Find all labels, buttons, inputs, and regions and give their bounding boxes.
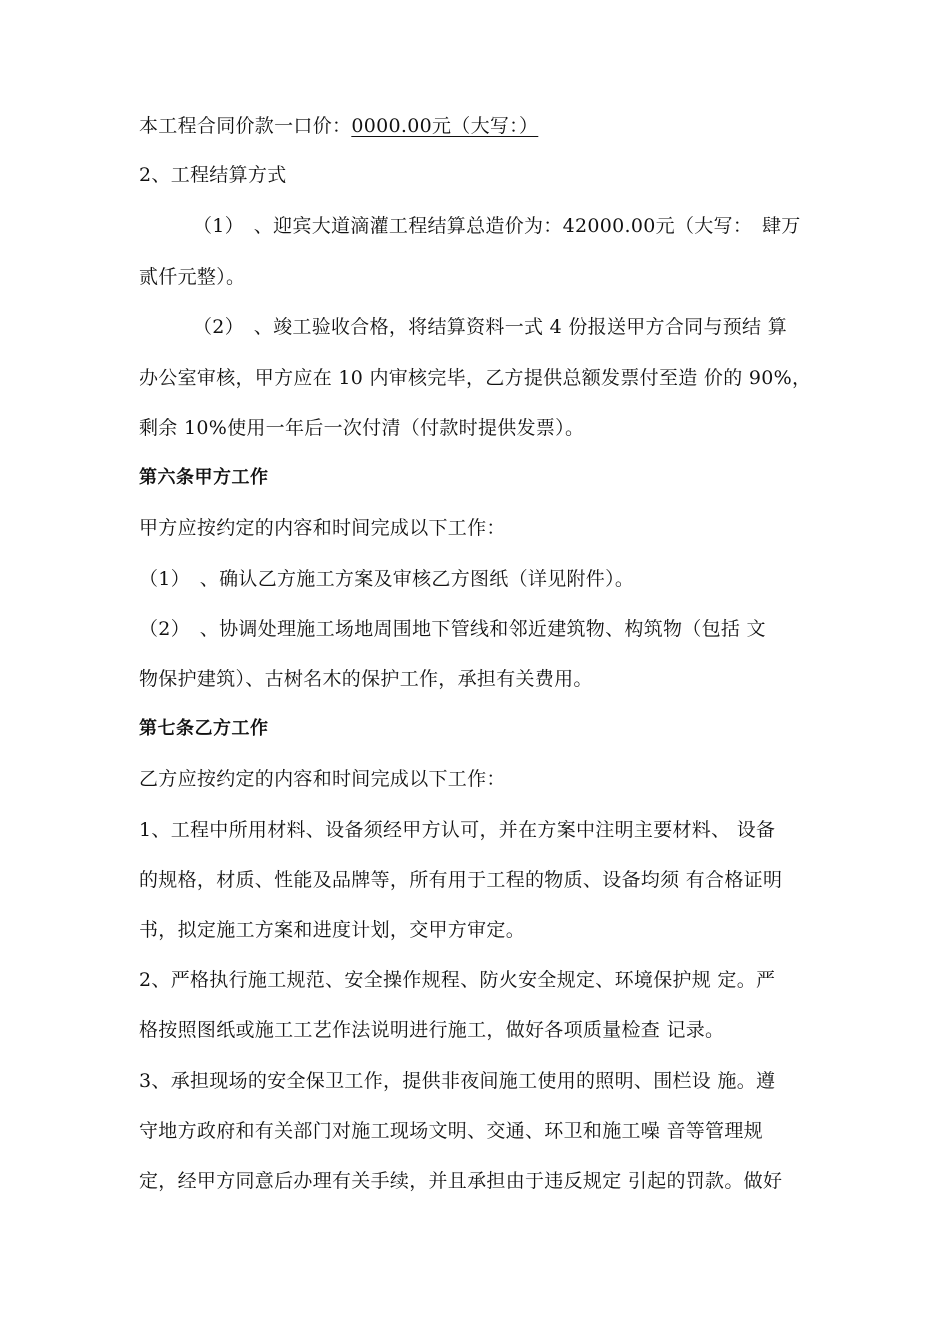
paragraph-line: 办公室审核，甲方应在 10 内审核完毕，乙方提供总额发票付至造 价的 90%， — [139, 367, 812, 389]
list-item: 1、工程中所用材料、设备须经甲方认可，并在方案中注明主要材料、 设备 — [139, 819, 776, 841]
article-seven-heading: 第七条乙方工作 — [139, 718, 269, 739]
paragraph-line: 格按照图纸或施工工艺作法说明进行施工，做好各项质量检查 记录。 — [139, 1019, 725, 1041]
paragraph-line: 乙方应按约定的内容和时间完成以下工作： — [139, 768, 506, 790]
article-six-heading: 第六条甲方工作 — [139, 467, 269, 488]
paragraph-line: （2） 、竣工验收合格，将结算资料一式 4 份报送甲方合同与预结 算 — [193, 316, 787, 338]
list-item: 2、严格执行施工规范、安全操作规程、防火安全规定、环境保护规 定。严 — [139, 969, 776, 991]
paragraph-line: 贰仟元整）。 — [139, 266, 246, 288]
contract-price-line — [139, 114, 538, 138]
list-item: （2） 、协调处理施工场地周围地下管线和邻近建筑物、构筑物（包括 文 — [139, 618, 766, 640]
paragraph-line: 剩余 10%使用一年后一次付清（付款时提供发票）。 — [139, 417, 585, 439]
paragraph-line: 定，经甲方同意后办理有关手续，并且承担由于违反规定 引起的罚款。做好 — [139, 1170, 783, 1192]
paragraph-line: 书，拟定施工方案和进度计划，交甲方审定。 — [139, 919, 526, 941]
paragraph-line: 的规格，材质、性能及品牌等，所有用于工程的物质、设备均须 有合格证明 — [139, 869, 783, 891]
paragraph-line: 甲方应按约定的内容和时间完成以下工作： — [139, 517, 506, 539]
paragraph-line: （1） 、迎宾大道滴灌工程结算总造价为：42000.00元（大写： 肆万 — [193, 215, 801, 237]
list-item: 3、承担现场的安全保卫工作，提供非夜间施工使用的照明、围栏设 施。遵 — [139, 1070, 776, 1092]
price-label: 本工程合同价款一口价： — [139, 115, 352, 137]
price-amount: 0000.00元（大写：） — [351, 115, 539, 137]
paragraph-line: 物保护建筑）、古树名木的保护工作，承担有关费用。 — [139, 668, 593, 690]
list-item: （1） 、确认乙方施工方案及审核乙方图纸（详见附件）。 — [139, 568, 635, 590]
section-settlement-method: 2、工程结算方式 — [139, 164, 287, 186]
paragraph-line: 守地方政府和有关部门对施工现场文明、交通、环卫和施工噪 音等管理规 — [139, 1120, 763, 1142]
